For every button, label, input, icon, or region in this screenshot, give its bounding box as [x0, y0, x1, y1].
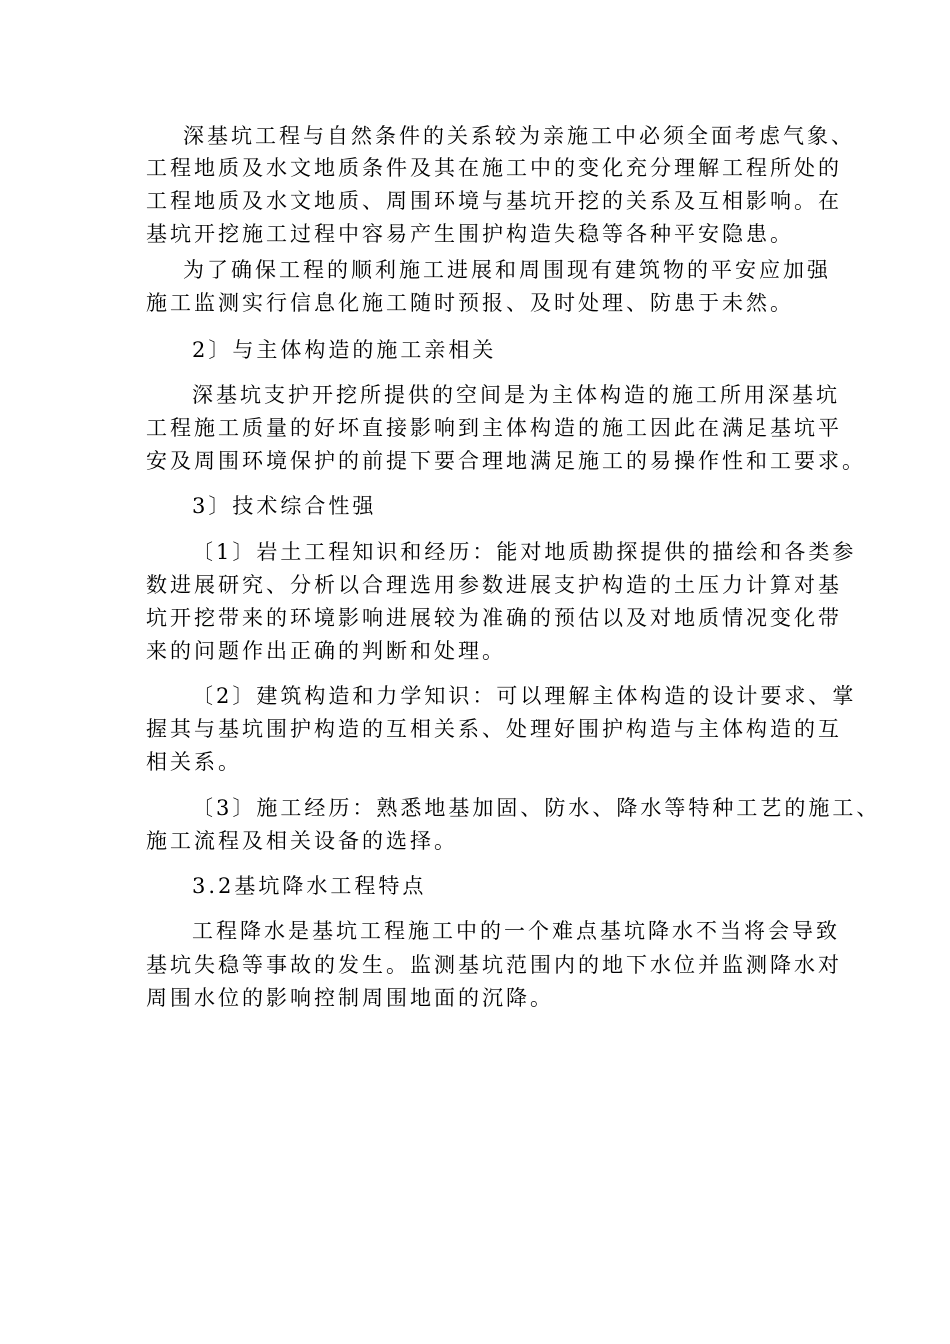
text-line: 工程地质及水文地质、周围环境与基坑开挖的关系及互相影响。在: [146, 189, 842, 213]
text-line: 为了确保工程的顺利施工进展和周围现有建筑物的平安应加强: [183, 258, 831, 282]
text-line: 数进展研究、分析以合理选用参数进展支护构造的土压力计算对基: [146, 573, 842, 597]
text-line: 基坑失稳等事故的发生。监测基坑范围内的地下水位并监测降水对: [146, 953, 842, 977]
text-line: 〔3〕施工经历：熟悉地基加固、防水、降水等特种工艺的施工、: [192, 796, 881, 820]
text-line: 深基坑支护开挖所提供的空间是为主体构造的施工所用深基坑: [192, 383, 840, 407]
text-line: 施工监测实行信息化施工随时预报、及时处理、防患于未然。: [146, 291, 794, 315]
text-line: 相关系。: [146, 750, 242, 774]
text-line: 工程施工质量的好坏直接影响到主体构造的施工因此在满足基坑平: [146, 416, 842, 440]
text-line: 深基坑工程与自然条件的关系较为亲施工中必须全面考虑气象、: [183, 124, 855, 148]
text-line: 工程降水是基坑工程施工中的一个难点基坑降水不当将会导致: [192, 919, 840, 943]
text-line: 工程地质及水文地质条件及其在施工中的变化充分理解工程所处的: [146, 156, 842, 180]
section-heading: 3.2基坑降水工程特点: [192, 874, 427, 898]
text-line: 握其与基坑围护构造的互相关系、处理好围护构造与主体构造的互: [146, 717, 842, 741]
text-line: 来的问题作出正确的判断和处理。: [146, 639, 506, 663]
section-heading: 2〕与主体构造的施工亲相关: [192, 338, 497, 362]
text-line: 〔2〕建筑构造和力学知识：可以理解主体构造的设计要求、掌: [192, 684, 857, 708]
text-line: 〔1〕岩土工程知识和经历：能对地质勘探提供的描绘和各类参: [192, 540, 857, 564]
text-line: 周围水位的影响控制周围地面的沉降。: [146, 986, 554, 1010]
text-line: 施工流程及相关设备的选择。: [146, 829, 458, 853]
text-line: 坑开挖带来的环境影响进展较为准确的预估以及对地质情况变化带: [146, 606, 842, 630]
section-heading: 3〕技术综合性强: [192, 494, 377, 518]
text-line: 安及周围环境保护的前提下要合理地满足施工的易操作性和工要求。: [146, 449, 866, 473]
text-line: 基坑开挖施工过程中容易产生围护构造失稳等各种平安隐患。: [146, 222, 794, 246]
